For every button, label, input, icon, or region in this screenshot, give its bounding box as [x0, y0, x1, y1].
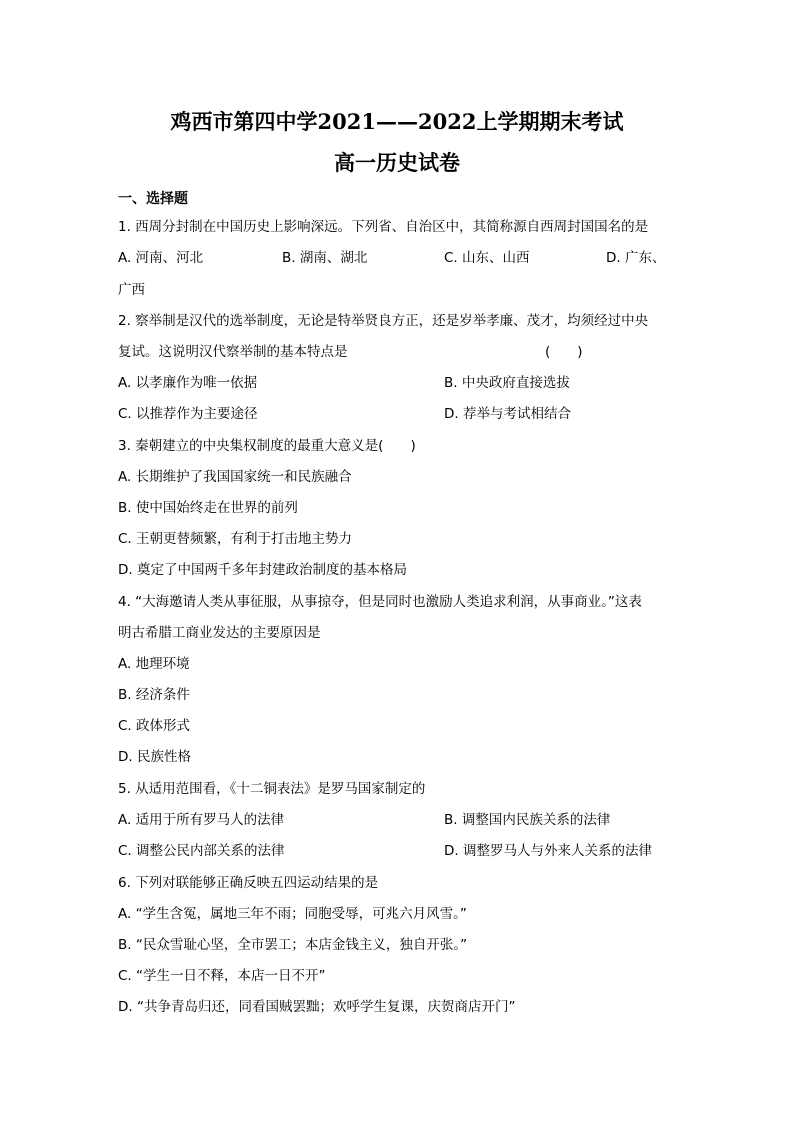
q2-option-b: B. 中央政府直接选拔 — [444, 375, 570, 391]
q5-stem: 5. 从适用范围看，《十二铜表法》是罗马国家制定的 — [118, 781, 426, 797]
q2-stem-line1: 2. 察举制是汉代的选举制度，无论是特举贤良方正，还是岁举孝廉、茂才，均须经过中央 — [118, 313, 649, 329]
q3-option-a: A. 长期维护了我国国家统一和民族融合 — [118, 469, 352, 485]
q6-stem: 6. 下列对联能够正确反映五四运动结果的是 — [118, 875, 379, 891]
q1-option-a: A. 河南、河北 — [118, 250, 204, 266]
q2-option-c: C. 以推荐作为主要途径 — [118, 406, 258, 422]
q5-option-b: B. 调整国内民族关系的法律 — [444, 812, 611, 828]
q1-option-b: B. 湖南、湖北 — [282, 250, 368, 266]
q3-stem: 3. 秦朝建立的中央集权制度的最重大意义是( ) — [118, 438, 416, 454]
q5-option-d: D. 调整罗马人与外来人关系的法律 — [444, 843, 652, 859]
q4-option-d: D. 民族性格 — [118, 749, 191, 765]
q2-answer-paren: ( ) — [545, 344, 583, 360]
q3-option-d: D. 奠定了中国两千多年封建政治制度的基本格局 — [118, 562, 407, 578]
q1-option-d-continued: 广西 — [118, 282, 145, 298]
q6-option-b: B. “民众雪耻心坚，全市罢工；本店金钱主义，独自开张。” — [118, 937, 468, 953]
exam-title: 鸡西市第四中学2021——2022上学期期末考试 — [170, 109, 624, 134]
q6-option-d: D. “共争青岛归还，同看国贼罢黜；欢呼学生复课，庆贺商店开门” — [118, 999, 516, 1015]
q4-option-b: B. 经济条件 — [118, 687, 190, 703]
q2-option-d: D. 荐举与考试相结合 — [444, 406, 571, 422]
q4-option-c: C. 政体形式 — [118, 718, 191, 734]
exam-subtitle: 高一历史试卷 — [334, 150, 460, 175]
q5-option-c: C. 调整公民内部关系的法律 — [118, 843, 285, 859]
q3-option-b: B. 使中国始终走在世界的前列 — [118, 500, 298, 516]
section-heading: 一、选择题 — [118, 191, 188, 207]
q2-option-a: A. 以孝廉作为唯一依据 — [118, 375, 258, 391]
q3-option-c: C. 王朝更替频繁，有利于打击地主势力 — [118, 531, 353, 547]
q2-stem-line2: 复试。这说明汉代察举制的基本特点是 — [118, 344, 348, 360]
q6-option-a: A. “学生含冤，属地三年不雨；同胞受辱，可兆六月风雪。” — [118, 906, 467, 922]
q4-stem-line1: 4. “大海邀请人类从事征服，从事掠夺，但是同时也激励人类追求利润，从事商业。”这表 — [118, 594, 642, 610]
q6-option-c: C. “学生一日不释，本店一日不开” — [118, 968, 326, 984]
q1-option-c: C. 山东、山西 — [444, 250, 530, 266]
q5-option-a: A. 适用于所有罗马人的法律 — [118, 812, 285, 828]
q4-stem-line2: 明古希腊工商业发达的主要原因是 — [118, 625, 321, 641]
q4-option-a: A. 地理环境 — [118, 656, 190, 672]
q1-stem: 1. 西周分封制在中国历史上影响深远。下列省、自治区中，其简称源自西周封国国名的是 — [118, 219, 649, 235]
q1-option-d: D. 广东、 — [606, 250, 666, 266]
